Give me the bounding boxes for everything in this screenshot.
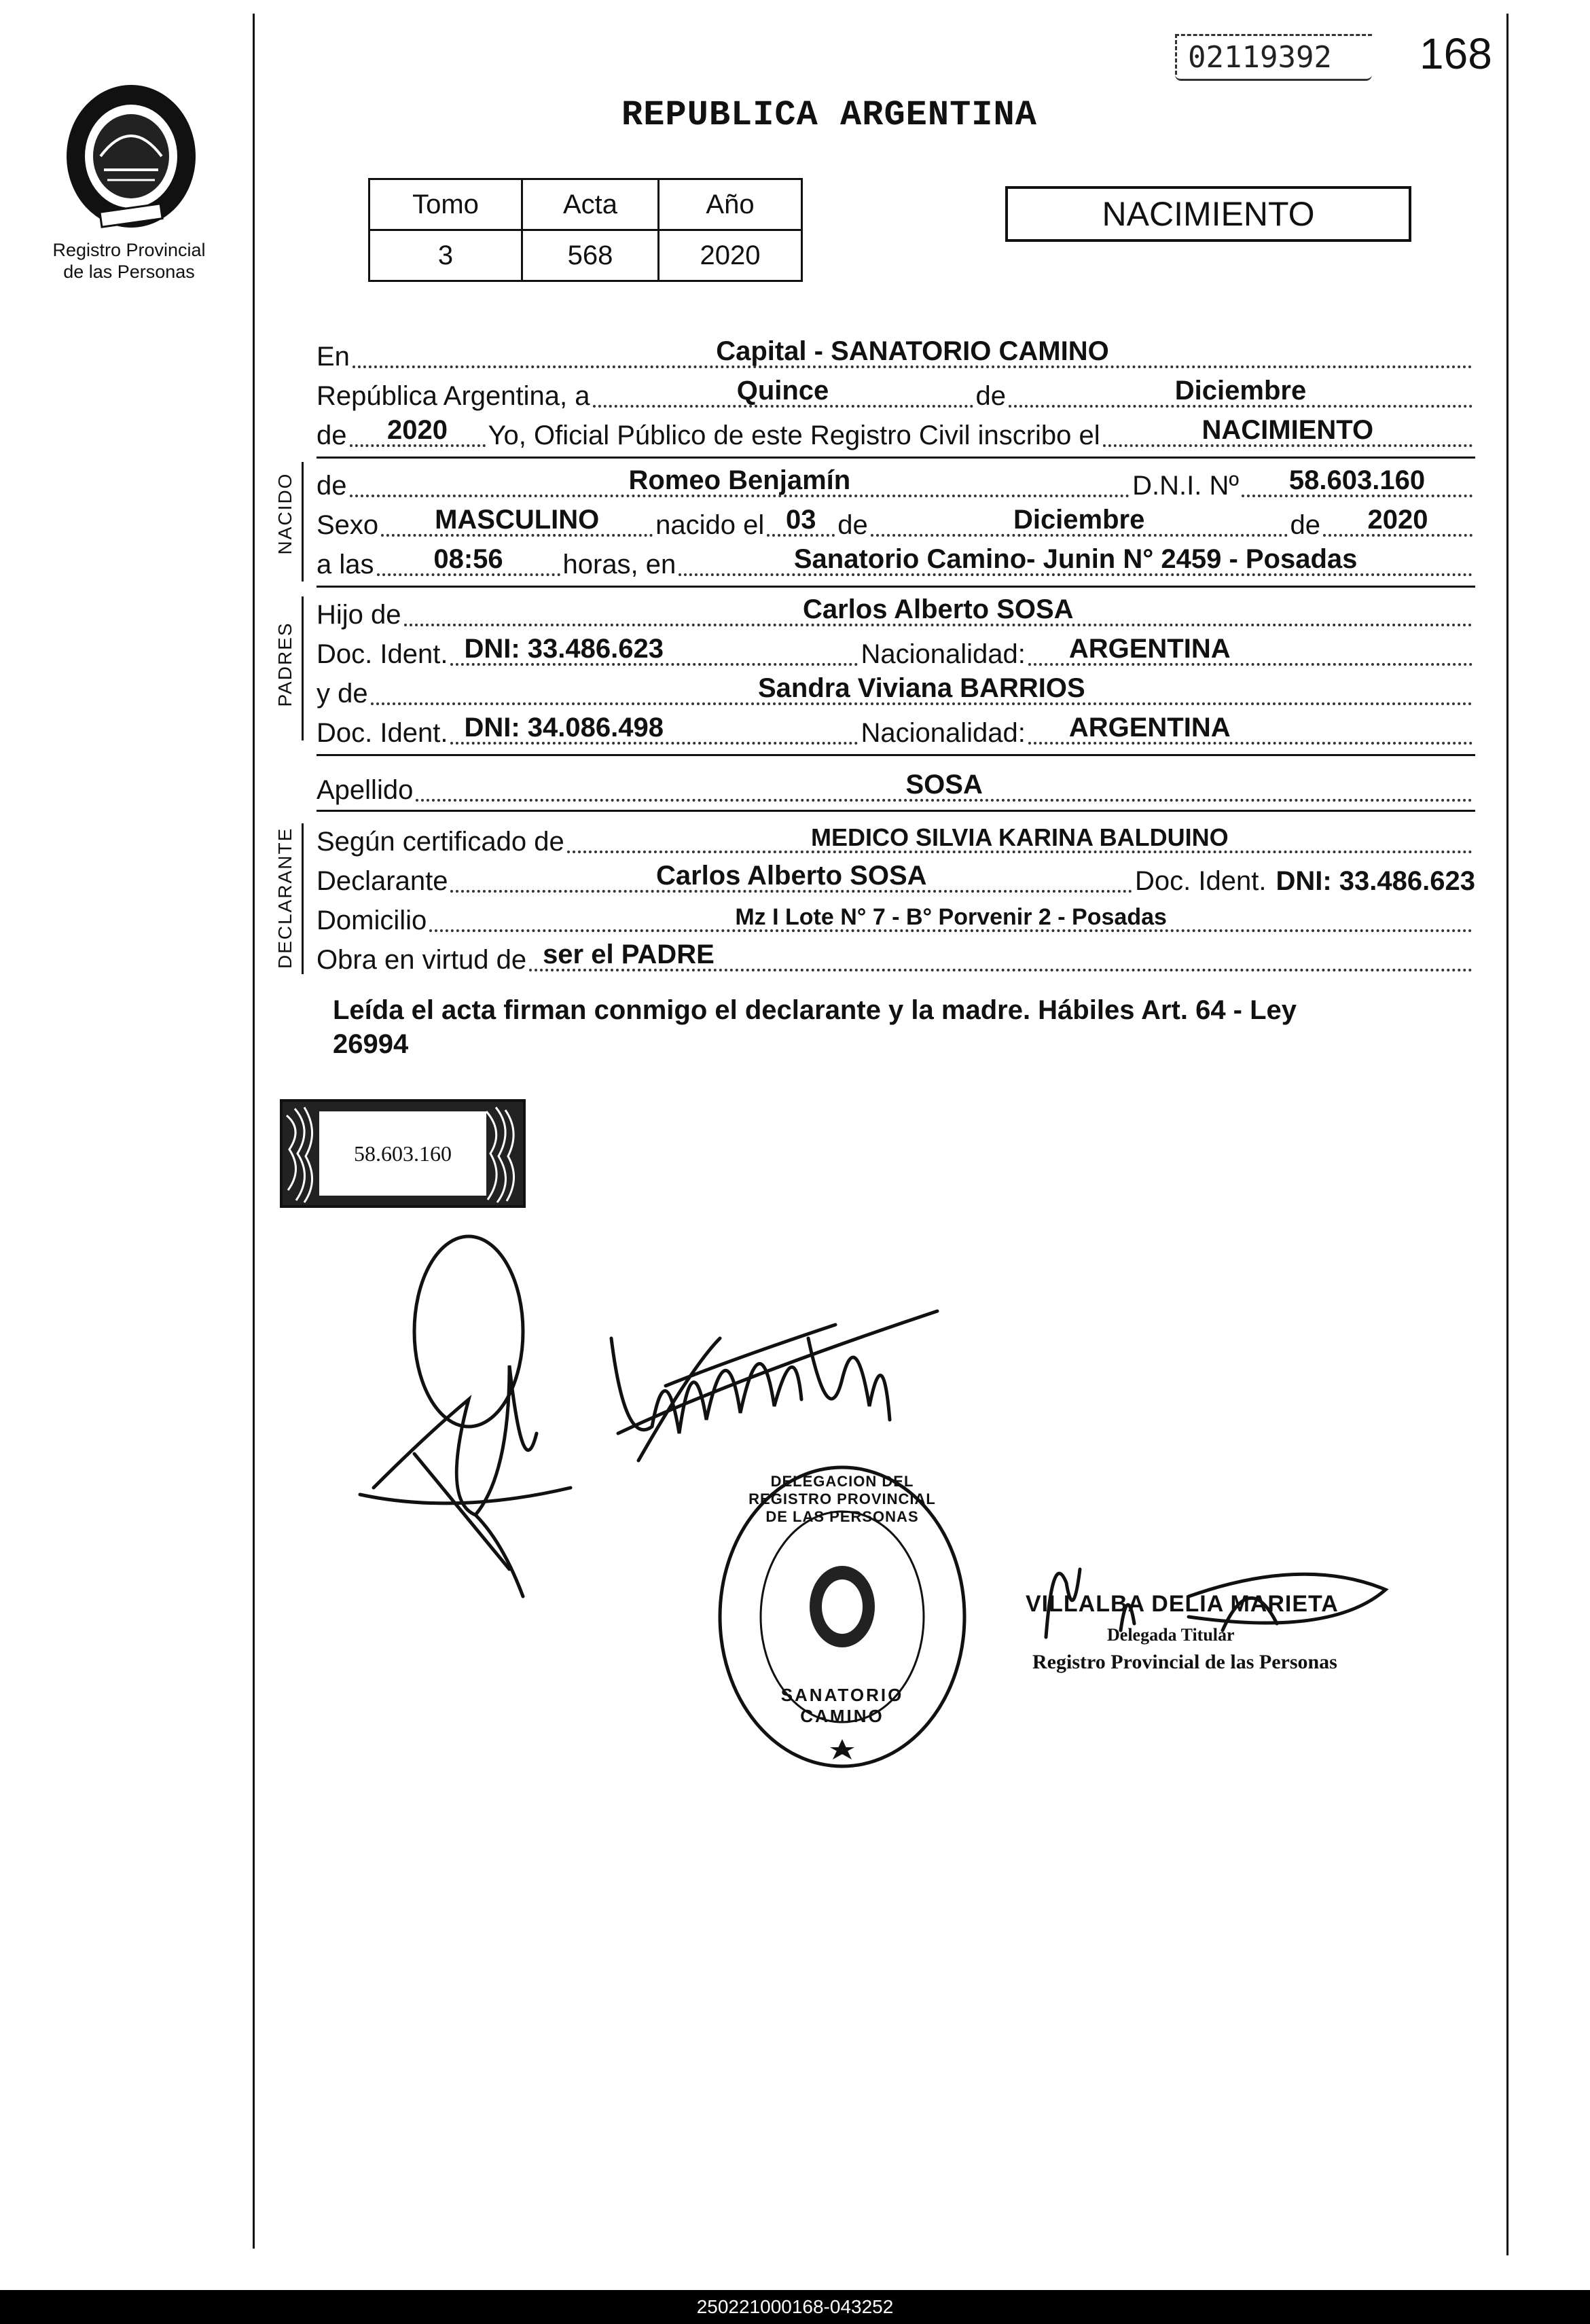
row-declarant <box>317 857 1475 898</box>
row-father-doc <box>317 630 1475 671</box>
logo-caption-line1: Registro Provincial <box>52 240 206 260</box>
declarant-doc-value: DNI: 33.486.623 <box>1276 866 1475 896</box>
rule-after-nacido <box>317 586 1475 588</box>
register-value-acta: 568 <box>522 230 659 281</box>
label-certificado: Según certificado de <box>317 827 564 857</box>
register-value-anio: 2020 <box>659 230 802 281</box>
birth-year-value: 2020 <box>1367 505 1428 535</box>
form-body <box>317 0 1475 1087</box>
address-value: Mz I Lote N° 7 - B° Porvenir 2 - Posadas <box>735 904 1167 930</box>
official-office: Registro Provincial de las Personas <box>1032 1651 1337 1673</box>
register-header-anio: Año <box>659 179 802 230</box>
label-doc-declarant: Doc. Ident. <box>1135 866 1267 896</box>
closing-text <box>333 993 1447 1061</box>
nacido-label: NACIDO <box>274 472 295 555</box>
dni-stamp-box <box>280 1099 526 1208</box>
row-address <box>317 897 1475 937</box>
sex-value: MASCULINO <box>435 505 600 535</box>
nacido-bracket <box>302 462 304 582</box>
register-header-tomo: Tomo <box>369 179 522 230</box>
label-de-month: de <box>837 510 868 540</box>
label-de2: de <box>317 421 347 450</box>
mother-name-value: Sandra Viviana BARRIOS <box>757 673 1085 703</box>
birth-time-value: 08:56 <box>433 544 503 574</box>
label-nacido-el: nacido el <box>655 510 765 540</box>
declarante-bracket <box>302 823 304 974</box>
day-value: Quince <box>736 376 829 406</box>
register-value-tomo: 3 <box>369 230 522 281</box>
document-title: REPUBLICA ARGENTINA <box>621 95 1037 135</box>
label-de: de <box>975 381 1006 411</box>
birth-month-value: Diciembre <box>1013 505 1145 535</box>
logo-caption <box>27 239 231 283</box>
rule-after-apellido <box>317 810 1475 812</box>
rule-after-intro <box>317 457 1475 459</box>
birth-place-value: Sanatorio Camino- Junin N° 2459 - Posadas <box>793 544 1358 574</box>
label-nat-father: Nacionalidad: <box>861 639 1026 669</box>
month-value: Diciembre <box>1174 376 1307 406</box>
row-sex-birthdate <box>317 501 1475 542</box>
label-apellido: Apellido <box>317 775 414 805</box>
label-hijo-de: Hijo de <box>317 600 401 630</box>
row-father-name <box>317 591 1475 632</box>
declarante-label: DECLARANTE <box>274 827 295 969</box>
birth-day-value: 03 <box>786 505 816 535</box>
label-horas: horas, en <box>562 550 676 579</box>
closing-line1: Leída el acta firman conmigo el declarante y la madre. Hábiles Art. 64 - Ley <box>333 995 1297 1025</box>
closing-line2: 26994 <box>333 1029 409 1059</box>
certificate-value: MEDICO SILVIA KARINA BALDUINO <box>811 823 1229 851</box>
row-mother-doc <box>317 709 1475 750</box>
label-domicilio: Domicilio <box>317 906 427 935</box>
row-time-place <box>317 541 1475 582</box>
rule-after-padres <box>317 754 1475 756</box>
label-en: En <box>317 342 350 372</box>
label-a-las: a las <box>317 550 374 579</box>
scan-footer: 250221000168-043252 <box>0 2290 1590 2324</box>
official-role: Delegada Titular <box>1107 1625 1235 1645</box>
row-capacity <box>317 936 1475 977</box>
declarant-signature <box>333 1230 604 1610</box>
padres-label: PADRES <box>274 622 295 707</box>
right-margin-line <box>1506 14 1508 2255</box>
surname-value: SOSA <box>905 770 983 800</box>
officer-text: Yo, Oficial Público de este Registro Civil inscribo el <box>488 421 1100 450</box>
padres-bracket <box>302 596 304 740</box>
province-logo <box>53 75 209 231</box>
official-name: VILLALBA DELIA MARIETA <box>1026 1591 1339 1617</box>
label-declarante: Declarante <box>317 866 448 896</box>
register-header-acta: Acta <box>522 179 659 230</box>
mother-doc-value: DNI: 34.086.498 <box>464 713 664 743</box>
row-certificate <box>317 818 1475 859</box>
father-name-value: Carlos Alberto SOSA <box>802 594 1074 624</box>
mother-nat-value: ARGENTINA <box>1068 713 1231 743</box>
seal-ring-text: DELEGACION DEL REGISTRO PROVINCIAL DE LAS PERSONAS <box>748 1473 936 1525</box>
label-doc-father: Doc. Ident. <box>317 639 448 669</box>
place-value: Capital - SANATORIO CAMINO <box>716 336 1109 366</box>
left-margin-line <box>253 14 255 2249</box>
record-type-box: NACIMIENTO <box>1005 186 1411 242</box>
dni-stamp-number: 58.603.160 <box>319 1111 486 1196</box>
row-date <box>317 372 1475 413</box>
declarant-name-value: Carlos Alberto SOSA <box>655 861 927 891</box>
year-value: 2020 <box>387 415 448 445</box>
child-dni-value: 58.603.160 <box>1288 465 1426 495</box>
event-value: NACIMIENTO <box>1201 415 1374 445</box>
logo-caption-line2: de las Personas <box>63 262 195 282</box>
seal-inner-text: SANATORIO CAMINO <box>780 1685 904 1726</box>
row-year-officer <box>317 412 1475 452</box>
father-doc-value: DNI: 33.486.623 <box>464 634 664 664</box>
row-apellido <box>317 766 1475 807</box>
label-dni: D.N.I. Nº <box>1132 471 1239 501</box>
serial-number: 02119392 <box>1175 34 1372 75</box>
label-obra: Obra en virtud de <box>317 945 527 975</box>
label-y-de: y de <box>317 679 368 709</box>
registry-seal <box>713 1461 971 1773</box>
label-de-nacido: de <box>317 471 347 501</box>
label-republica: República Argentina, a <box>317 381 590 411</box>
label-sexo: Sexo <box>317 510 379 540</box>
label-de-year: de <box>1290 510 1320 540</box>
page-number: 168 <box>1420 29 1492 78</box>
row-name-dni <box>317 462 1475 503</box>
row-place <box>317 333 1475 374</box>
label-doc-mother: Doc. Ident. <box>317 718 448 748</box>
label-nat-mother: Nacionalidad: <box>861 718 1026 748</box>
capacity-value: ser el PADRE <box>543 940 715 969</box>
father-nat-value: ARGENTINA <box>1068 634 1231 664</box>
child-name-value: Romeo Benjamín <box>628 465 851 495</box>
row-mother-name <box>317 670 1475 711</box>
